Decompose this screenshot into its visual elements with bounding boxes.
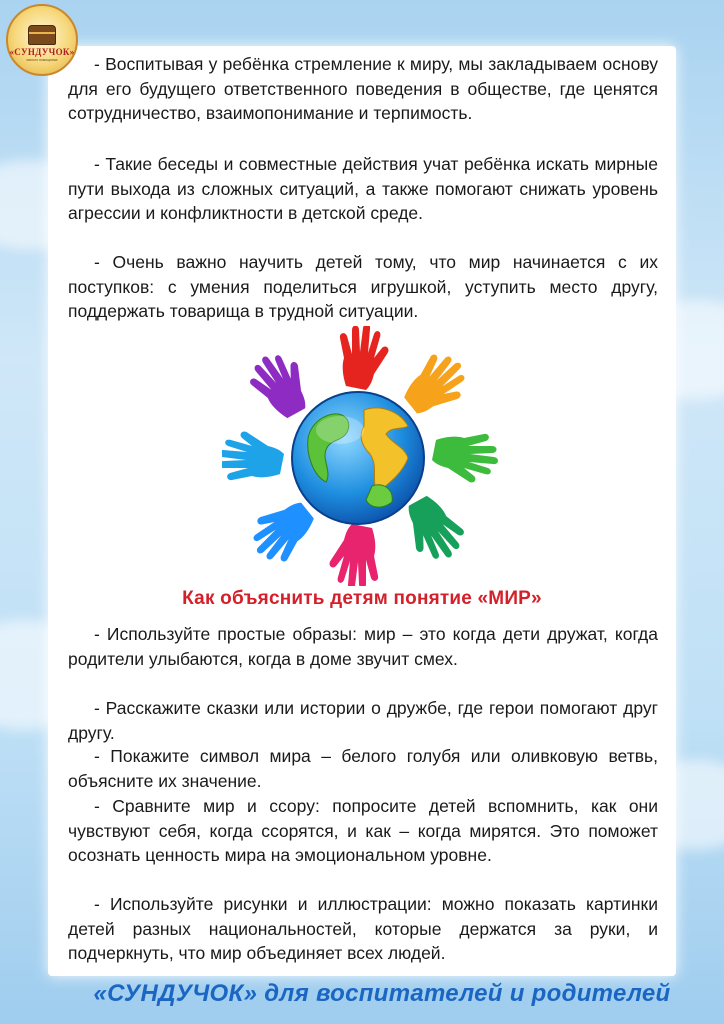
hand-green-icon [432, 434, 498, 483]
logo-tagline: малого помощника [26, 57, 58, 62]
footer-banner: «СУНДУЧОК» для воспитателей и родителей [93, 980, 671, 1007]
globe-with-hands-illustration [222, 326, 502, 586]
tip-2: - Расскажите сказки или истории о дружбе, где герои помогают друг другу. [68, 698, 658, 743]
tip-3: - Покажите символ мира – белого голубя или оливковую ветвь, объясните их значение. [68, 746, 658, 791]
hand-red-icon [340, 326, 389, 390]
hand-pink-icon [330, 524, 379, 586]
tip-4: - Сравните мир и ссору: попросите детей вспомнить, как они чувствуют себя, когда ссорятся, и как – когда мирятся. Это поможет осознать ценность мира на эмоциональном уровне. [68, 796, 658, 865]
paragraph-2: - Такие беседы и совместные действия учат ребёнка искать мирные пути выхода из сложных ситуаций, а также помогают снижать уровень агрессии и конфликтности в детской среде. [68, 154, 658, 223]
section-title: Как объяснить детям понятие «МИР» [182, 588, 542, 609]
tip-5: - Используйте рисунки и иллюстрации: можно показать картинки детей разных национальностей, которые держатся за руки, и подчеркнуть, что мир объединяет всех людей. [68, 894, 658, 963]
paragraph-3: - Очень важно научить детей тому, что мир начинается с их поступков: с умения поделиться игрушкой, уступить место другу, поддержать товарища в трудной ситуации. [68, 252, 658, 321]
logo-name: «СУНДУЧОК» [9, 46, 75, 57]
hand-lightblue-icon [222, 432, 284, 481]
chest-icon [28, 25, 56, 45]
paragraph-1: - Воспитывая у ребёнка стремление к миру, мы закладываем основу для его будущего ответственного поведения в обществе, где ценятся сотрудничество, взаимопонимание и терпимость. [68, 54, 658, 123]
sunduchok-logo [6, 4, 78, 76]
globe-svg [222, 326, 502, 586]
tip-1: - Используйте простые образы: мир – это когда дети дружат, когда родители улыбаются, когда в доме звучит смех. [68, 624, 658, 669]
